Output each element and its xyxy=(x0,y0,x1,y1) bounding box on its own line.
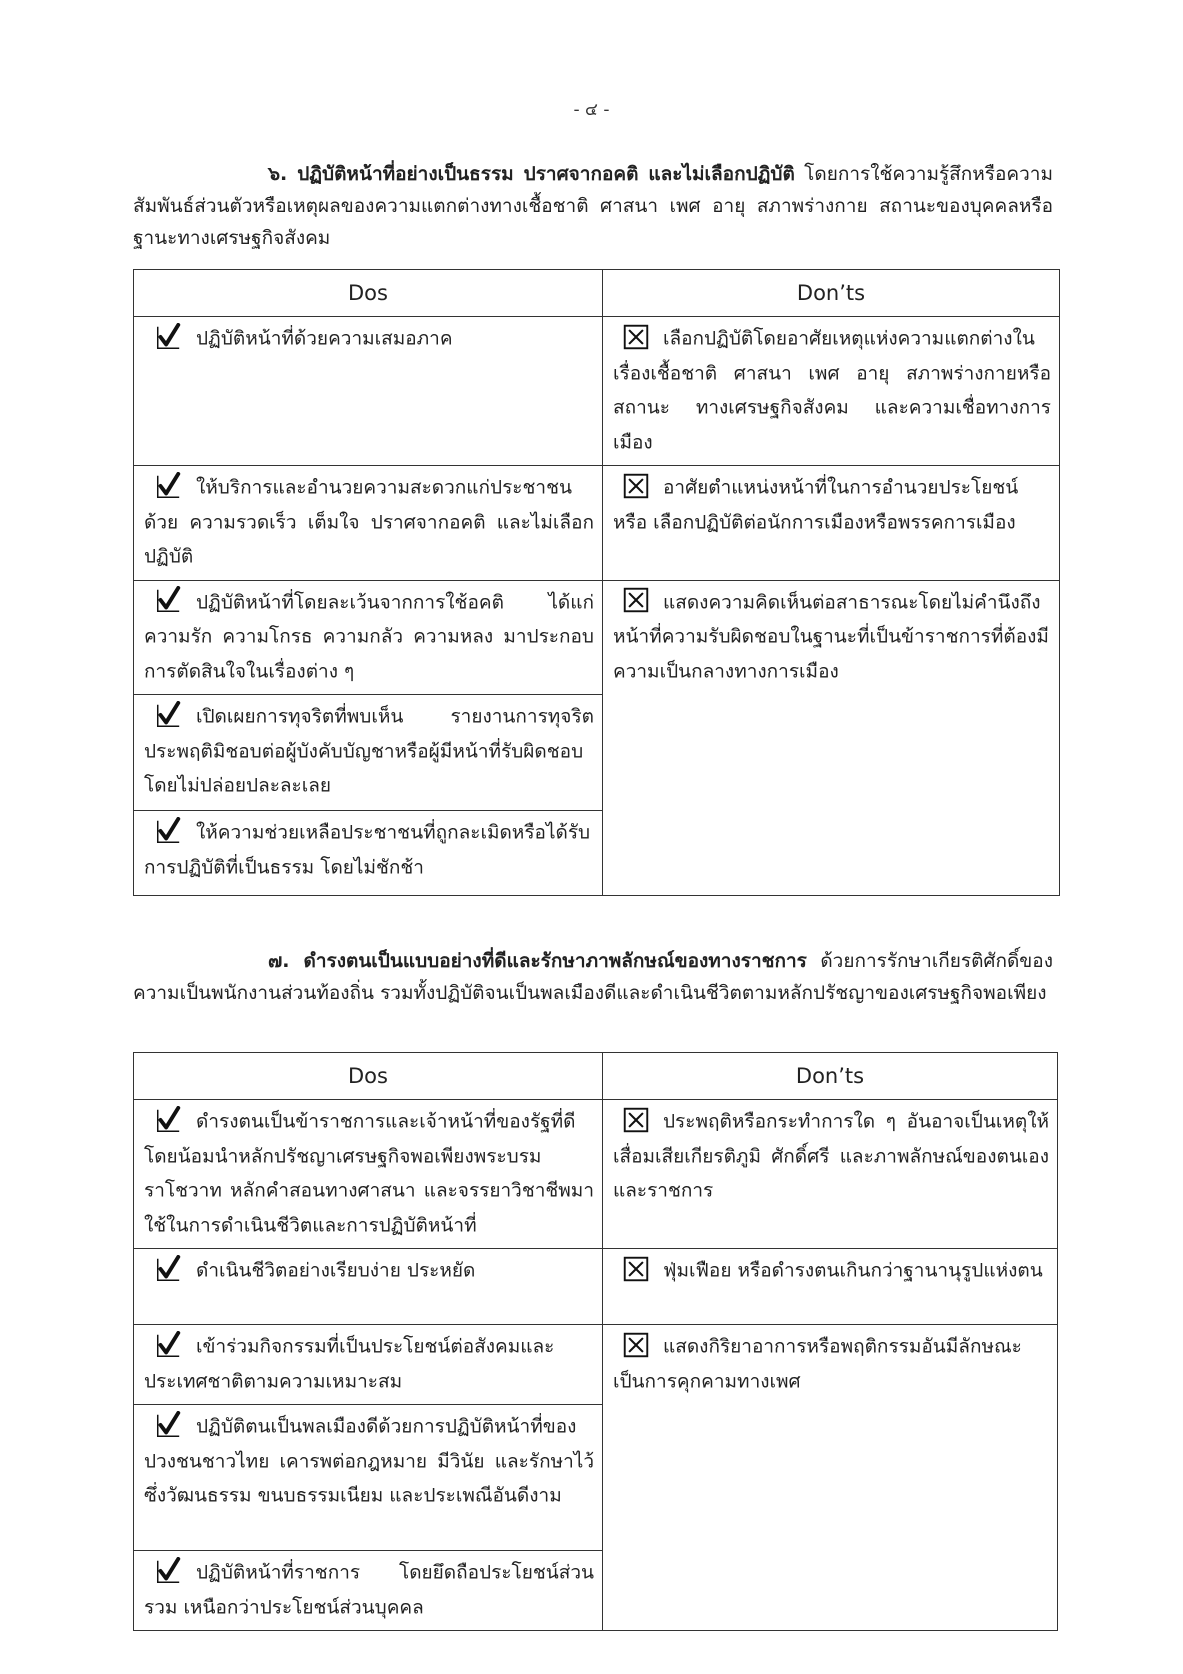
x-box-icon xyxy=(623,1107,649,1133)
checkmark-icon xyxy=(154,1331,182,1359)
dos-header: Dos xyxy=(134,1053,603,1100)
donts-item: อาศัยตำแหน่งหน้าที่ในการอำนวยประโยชน์ หรือ เลือกปฏิบัติต่อนักการเมืองหรือพรรคการเมือง xyxy=(603,466,1060,581)
section-6-intro xyxy=(133,158,1053,254)
dos-item: ปฏิบัติหน้าที่ด้วยความเสมอภาค xyxy=(134,317,603,466)
dos-donts-table-6 xyxy=(133,269,1060,896)
checkmark-icon xyxy=(154,701,182,729)
dos-item: ให้บริการและอำนวยความสะดวกแก่ประชาชนด้วย ความรวดเร็ว เต็มใจ ปราศจากอคติ และไม่เลือกปฏิบัติ xyxy=(134,466,603,581)
section-6-title: ๖. ปฏิบัติหน้าที่อย่างเป็นธรรม ปราศจากอคติ และไม่เลือกปฏิบัติ xyxy=(268,163,795,185)
dos-item: ปฏิบัติหน้าที่ราชการ โดยยึดถือประโยชน์ส่วนรวม เหนือกว่าประโยชน์ส่วนบุคคล xyxy=(134,1551,603,1631)
checkmark-icon xyxy=(154,586,182,614)
donts-item: เลือกปฏิบัติโดยอาศัยเหตุแห่งความแตกต่างในเรื่องเชื้อชาติ ศาสนา เพศ อายุ สภาพร่างกายหรือสถานะ ทางเศรษฐกิจสังคม และความเชื่อทางการเมือง xyxy=(603,317,1060,466)
dos-item: เปิดเผยการทุจริตที่พบเห็น รายงานการทุจริตประพฤติมิชอบต่อผู้บังคับบัญชาหรือผู้มีหน้าที่รับผิดชอบโดยไม่ปล่อยปละละเลย xyxy=(134,695,603,811)
x-box-icon xyxy=(623,587,649,613)
donts-item: แสดงความคิดเห็นต่อสาธารณะโดยไม่คำนึงถึง หน้าที่ความรับผิดชอบในฐานะที่เป็นข้าราชการที่ต้องมี ความเป็นกลางทางการเมือง xyxy=(603,580,1060,896)
dos-item: ให้ความช่วยเหลือประชาชนที่ถูกละเมิดหรือได้รับการปฏิบัติที่เป็นธรรม โดยไม่ชักช้า xyxy=(134,811,603,896)
checkmark-icon xyxy=(154,1557,182,1585)
checkmark-icon xyxy=(154,817,182,845)
donts-item: แสดงกิริยาอาการหรือพฤติกรรมอันมีลักษณะเป็นการคุกคามทางเพศ xyxy=(603,1325,1058,1631)
dos-item: เข้าร่วมกิจกรรมที่เป็นประโยชน์ต่อสังคมและประเทศชาติตามความเหมาะสม xyxy=(134,1325,603,1405)
donts-item: ฟุ่มเฟือย หรือดำรงตนเกินกว่าฐานานุรูปแห่งตน xyxy=(603,1249,1058,1325)
section-7-title: ๗. ดำรงตนเป็นแบบอย่างที่ดีและรักษาภาพลักษณ์ของทางราชการ xyxy=(268,950,807,972)
dos-item: ปฏิบัติตนเป็นพลเมืองดีด้วยการปฏิบัติหน้าที่ของ ปวงชนชาวไทย เคารพต่อกฎหมาย มีวินัย และรักษาไว้ ซึ่งวัฒนธรรม ขนบธรรมเนียม และประเพณีอันดีงาม xyxy=(134,1405,603,1551)
x-box-icon xyxy=(623,1332,649,1358)
dos-item: ปฏิบัติหน้าที่โดยละเว้นจากการใช้อคติ ได้แก่ ความรัก ความโกรธ ความกลัว ความหลง มาประกอบการตัดสินใจในเรื่องต่าง ๆ xyxy=(134,580,603,695)
dos-header: Dos xyxy=(134,270,603,317)
dos-item: ดำรงตนเป็นข้าราชการและเจ้าหน้าที่ของรัฐที่ดีโดยน้อมนำหลักปรัชญาเศรษฐกิจพอเพียงพระบรมราโชวาท หลักคำสอนทางศาสนา และจรรยาวิชาชีพมา ใช้ในการดำเนินชีวิตและการปฏิบัติหน้าที่ xyxy=(134,1100,603,1249)
x-box-icon xyxy=(623,473,649,499)
checkmark-icon xyxy=(154,1106,182,1134)
donts-header: Don’ts xyxy=(603,1053,1058,1100)
x-box-icon xyxy=(623,1256,649,1282)
section-6-body: โดยการใช้ความรู้สึกหรือความสัมพันธ์ส่วนตัวหรือเหตุผลของความแตกต่างทางเชื้อชาติ ศาสนา เพศ อายุ สภาพร่างกาย สถานะของบุคคลหรือฐานะทางเศรษฐกิจสังคม xyxy=(133,163,1053,249)
section-7-intro xyxy=(133,945,1053,1009)
donts-item: ประพฤติหรือกระทำการใด ๆ อันอาจเป็นเหตุให้เสื่อมเสียเกียรติภูมิ ศักดิ์ศรี และภาพลักษณ์ของตนเองและราชการ xyxy=(603,1100,1058,1249)
page-number: - ๔ - xyxy=(573,100,610,120)
section-7-body: ด้วยการรักษาเกียรติศักดิ์ของความเป็นพนักงานส่วนท้องถิ่น รวมทั้งปฏิบัติจนเป็นพลเมืองดีและดำเนินชีวิตตามหลักปรัชญาของเศรษฐกิจพอเพียง xyxy=(133,950,1053,1004)
checkmark-icon xyxy=(154,1255,182,1283)
checkmark-icon xyxy=(154,472,182,500)
x-box-icon xyxy=(623,324,649,350)
checkmark-icon xyxy=(154,323,182,351)
checkmark-icon xyxy=(154,1411,182,1439)
dos-item: ดำเนินชีวิตอย่างเรียบง่าย ประหยัด xyxy=(134,1249,603,1325)
donts-header: Don’ts xyxy=(603,270,1060,317)
dos-donts-table-7 xyxy=(133,1052,1058,1631)
